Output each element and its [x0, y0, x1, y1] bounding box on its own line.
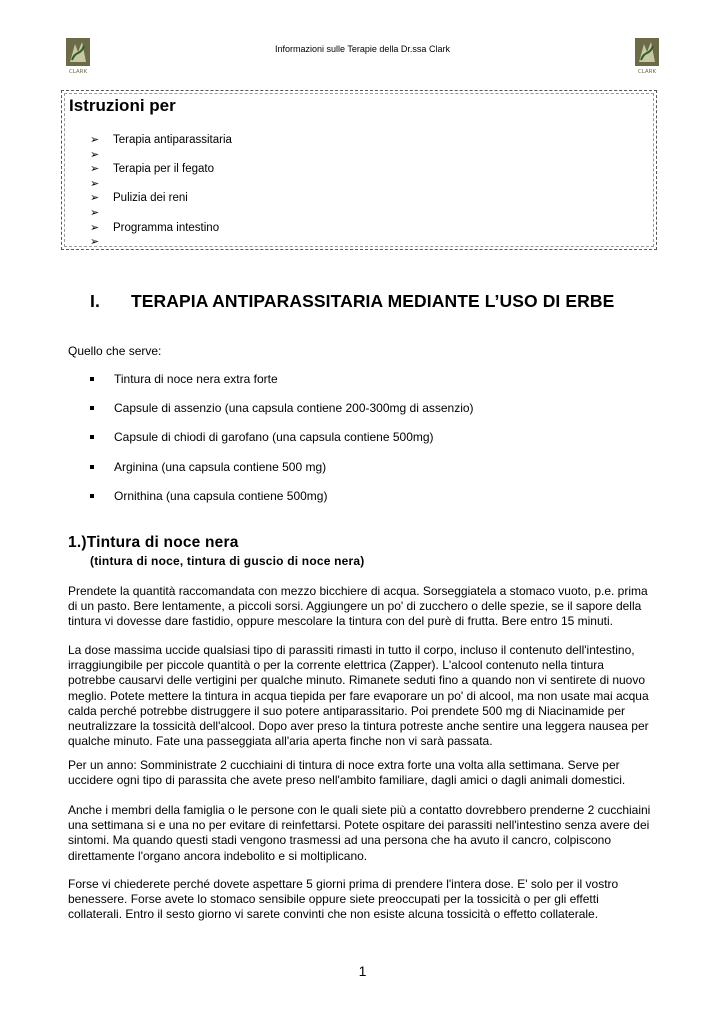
arrow-bullet-icon: ➢	[90, 221, 100, 234]
instructions-box	[61, 90, 657, 250]
arrow-bullet-icon: ➢	[90, 206, 100, 219]
arrow-bullet-icon: ➢	[90, 148, 100, 161]
list-item: ➢ Programma intestino	[90, 221, 220, 234]
arrow-bullet-icon: ➢	[90, 163, 100, 176]
needs-list	[90, 372, 474, 518]
paragraph: Prendete la quantità raccomandata con mezzo bicchiere di acqua. Sorseggiatela a stomaco vuoto, p.e. prima di un pasto. Bere lentamente, a piccoli sorsi. Aggiungere un po' di zucchero o delle spezie, se il sapore della tintura vi dovesse dare fastidio, oppure mescolare la tintura con del purè di frutta. Bere entro 15 minuti.	[68, 584, 648, 629]
list-item: Capsule di assenzio (una capsula contiene 200-300mg di assenzio)	[90, 401, 474, 430]
square-bullet-icon	[90, 406, 94, 410]
needs-label: Quello che serve:	[68, 344, 162, 358]
paragraph: La dose massima uccide qualsiasi tipo di parassiti rimasti in tutto il corpo, incluso il contenuto dell'intestino, irraggiungibile per piccole quantità o per la corrente elettrica (Zapper). L'alcool contenuto nella tintura potrebbe causarvi delle vertigini per qualche minuto. Rimanete seduti fino a quando non vi sentirete di nuovo meglio. Potete mettere la tintura in acqua tiepida per fare evaporare un po' di alcool, ma non usate mai acqua calda perché potrebbe distruggere il suo potere antiparassitario. Poi prendete 500 mg di Niacinamide per neutralizzare la tossicità dell'alcool. Dopo aver preso la tintura potreste anche sentire una leggera nausea per qualche minuto. Fate una passeggiata all'aria aperta finche non vi sarà passata.	[68, 643, 649, 749]
subsection-subtitle: (tintura di noce, tintura di guscio di noce nera)	[90, 554, 365, 568]
page-number: 1	[358, 963, 367, 979]
square-bullet-icon	[90, 435, 94, 439]
paragraph: Forse vi chiederete perché dovete aspettare 5 giorni prima di prendere l'intera dose. E' solo per il vostro benessere. Forse avete lo stomaco sensibile oppure siete preoccupati per la tossicità o per gli effetti collaterali. Entro il sesto giorno vi sarete convinti che non esiste alcuna tossicità o effetto collaterale.	[68, 877, 619, 922]
list-item: Capsule di chiodi di garofano (una capsula contiene 500mg)	[90, 430, 474, 459]
square-bullet-icon	[90, 494, 94, 498]
list-item	[90, 235, 232, 250]
instructions-title: Istruzioni per	[69, 96, 176, 115]
list-item: ➢ Terapia per il fegato	[90, 163, 215, 176]
list-item: ➢ Terapia antiparassitaria	[90, 134, 232, 146]
arrow-bullet-icon: ➢	[90, 236, 100, 249]
section-heading	[90, 291, 614, 312]
list-item: ➢ Pulizia dei reni	[90, 192, 188, 205]
section-number: I.	[90, 291, 100, 311]
paragraph: Anche i membri della famiglia o le persone con le quali siete più a contatto dovrebbero prenderne 2 cucchiaini una settimana si e una no per evitare di reinfettarsi. Potete ospitare dei parassiti nell'intestino senza avere dei sintomi. Ma quando questi stadi vengono trasmessi ad una persona che ha avuto il cancro, colpiscono direttamente l'organo ancora indebolito e si moltiplicano.	[68, 803, 651, 863]
subsection-title: 1.)Tintura di noce nera	[68, 534, 239, 551]
square-bullet-icon	[90, 377, 94, 381]
list-item: Arginina (una capsula contiene 500 mg)	[90, 460, 474, 489]
instructions-list	[90, 133, 232, 250]
page-header-title: Informazioni sulle Terapie della Dr.ssa Clark	[275, 44, 450, 54]
list-item	[90, 206, 232, 221]
square-bullet-icon	[90, 465, 94, 469]
list-item: Ornithina (una capsula contiene 500mg)	[90, 489, 474, 518]
paragraph: Per un anno: Somministrate 2 cucchiaini di tintura di noce extra forte una volta alla settimana. Serve per uccidere ogni tipo di parassita che avete preso nell'ambito familiare, dagli amici o dagli animali domestici.	[68, 758, 626, 788]
logo-text: CLARK	[68, 69, 88, 74]
arrow-bullet-icon: ➢	[90, 177, 100, 190]
list-item: Tintura di noce nera extra forte	[90, 372, 474, 401]
section-title: TERAPIA ANTIPARASSITARIA MEDIANTE L’USO DI ERBE	[131, 291, 615, 311]
list-item	[90, 177, 232, 192]
logo-right	[635, 38, 659, 74]
list-item	[90, 148, 232, 163]
arrow-bullet-icon: ➢	[90, 192, 100, 205]
logo-text: CLARK	[637, 69, 657, 74]
arrow-bullet-icon: ➢	[90, 134, 100, 146]
